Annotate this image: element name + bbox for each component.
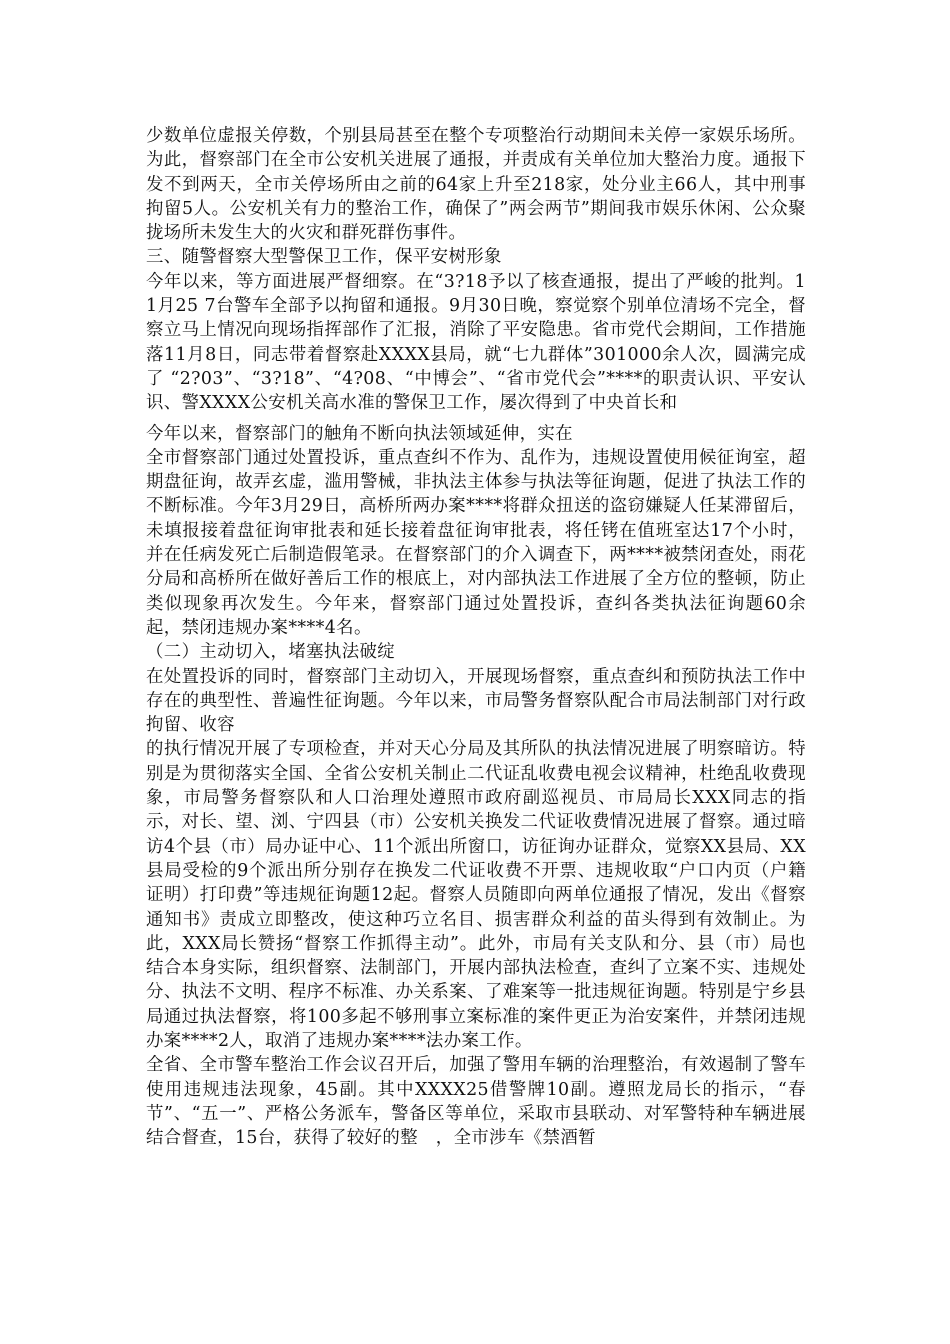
section-heading-two-sub: （二）主动切入，堵塞执法破绽: [146, 642, 396, 663]
paragraph-security-work: 今年以来，等方面进展严督细察。在“3?18予以了核查通报，提出了严峻的批判。11月25 7台警车全部予以拘留和通报。9月30日晚，察觉察个别单位清场不完全，督察立马上情况向现场指挥部作了汇报，消除了平安隐患。省市党代会期间，工作措施落11月8日，同志带着督察赴XXXX县局，就“七九群体”301000余人次，圆满完成了 “2?03”、“3?18”、“4?08、“中博会”、“省市党代会”****的职责认识、平安认识、警XXXX公安机关高水准的警保卫工作，屡次得到了中央首长和: [146, 271, 806, 414]
section-heading-three: 三、随警督察大型警保卫工作，保平安树形象: [146, 247, 502, 268]
paragraph-complaint-handling: 全市督察部门通过处置投诉，重点查纠不作为、乱作为，违规设置使用候征询室，超期盘征询，故弄玄虚，滥用警械，非执法主体参与执法等征询题，促进了执法工作的不断标准。今年3月29日，高桥所两办案****将群众扭送的盗窃嫌疑人任某滞留后，未填报接着盘征询审批表和延长接着盘征询审批表，将任铐在值班室达17个小时，并在任病发死亡后制造假笔录。在督察部门的介入调查下，两****被禁闭查处，雨花分局和高桥所在做好善后工作的根底上，对内部执法工作进展了全方位的整顿，防止类似现象再次发生。今年来，督察部门通过处置投诉，查纠各类执法征询题60余起，禁闭违规办案****4名。: [146, 447, 806, 638]
document-body: [146, 124, 806, 1150]
paragraph-id-card-inspection: 的执行情况开展了专项检查，并对天心分局及其所队的执法情况进展了明察暗访。特别是为贯彻落实全国、全省公安机关制止二代证乱收费电视会议精神，杜绝乱收费现象，市局警务督察队和人口治理处遵照市政府副巡视员、市局局长XXX同志的指示，对长、望、浏、宁四县（市）公安机关换发二代证收费情况进展了督察。通过暗访4个县（市）局办证中心、11个派出所窗口，访征询办证群众，觉察XX县局、XX县局受检的9个派出所分别存在换发二代证收费不开票、违规收取“户口内页（户籍证明）打印费”等违规征询题12起。督察人员随即向两单位通报了情况，发出《督察通知书》责成立即整改，使这种巧立名目、损害群众利益的苗头得到有效制止。为此，XXX局长赞扬“督察工作抓得主动”。此外，市局有关支队和分、县（市）局也结合本身实际，组织督察、法制部门，开展内部执法检查，查纠了立案不实、违规处分、执法不文明、程序不标准、办关系案、了难案等一批违规征询题。特别是宁乡县局通过执法督察，将100多起不够刑事立案标准的案件更正为治安案件，并禁闭违规办案****2人，取消了违规办案****法办案工作。: [146, 739, 806, 1051]
paragraph-law-enforcement-intro: 今年以来，督察部门的触角不断向执法领域延伸，实在: [146, 423, 573, 444]
paragraph-police-vehicle-rectification: 全省、全市警车整治工作会议召开后，加强了警用车辆的治理整治，有效遏制了警车使用违规违法现象，45副。其中XXXX25借警牌10副。遵照龙局长的指示，“春节”、“五一”、严格公务派车，警备区等单位，采取市县联动、对军警特种车辆进展结合督查，15台，获得了较好的整 ，全市涉车《禁酒暂: [146, 1055, 806, 1149]
paragraph-entertainment-rectification: 少数单位虚报关停数，个别县局甚至在整个专项整治行动期间未关停一家娱乐场所。为此，督察部门在全市公安机关进展了通报，并责成有关单位加大整治力度。通报下发不到两天，全市关停场所由之前的64家上升至218家，处分业主66人，其中刑事拘留5人。公安机关有力的整治工作，确保了”两会两节”期间我市娱乐休闲、公众聚拢场所未发生大的火灾和群死群伤事件。: [146, 126, 806, 244]
paragraph-onsite-inspection: 在处置投诉的同时，督察部门主动切入，开展现场督察，重点查纠和预防执法工作中存在的典型性、普遍性征询题。今年以来，市局警务督察队配合市局法制部门对行政拘留、收容: [146, 666, 806, 736]
